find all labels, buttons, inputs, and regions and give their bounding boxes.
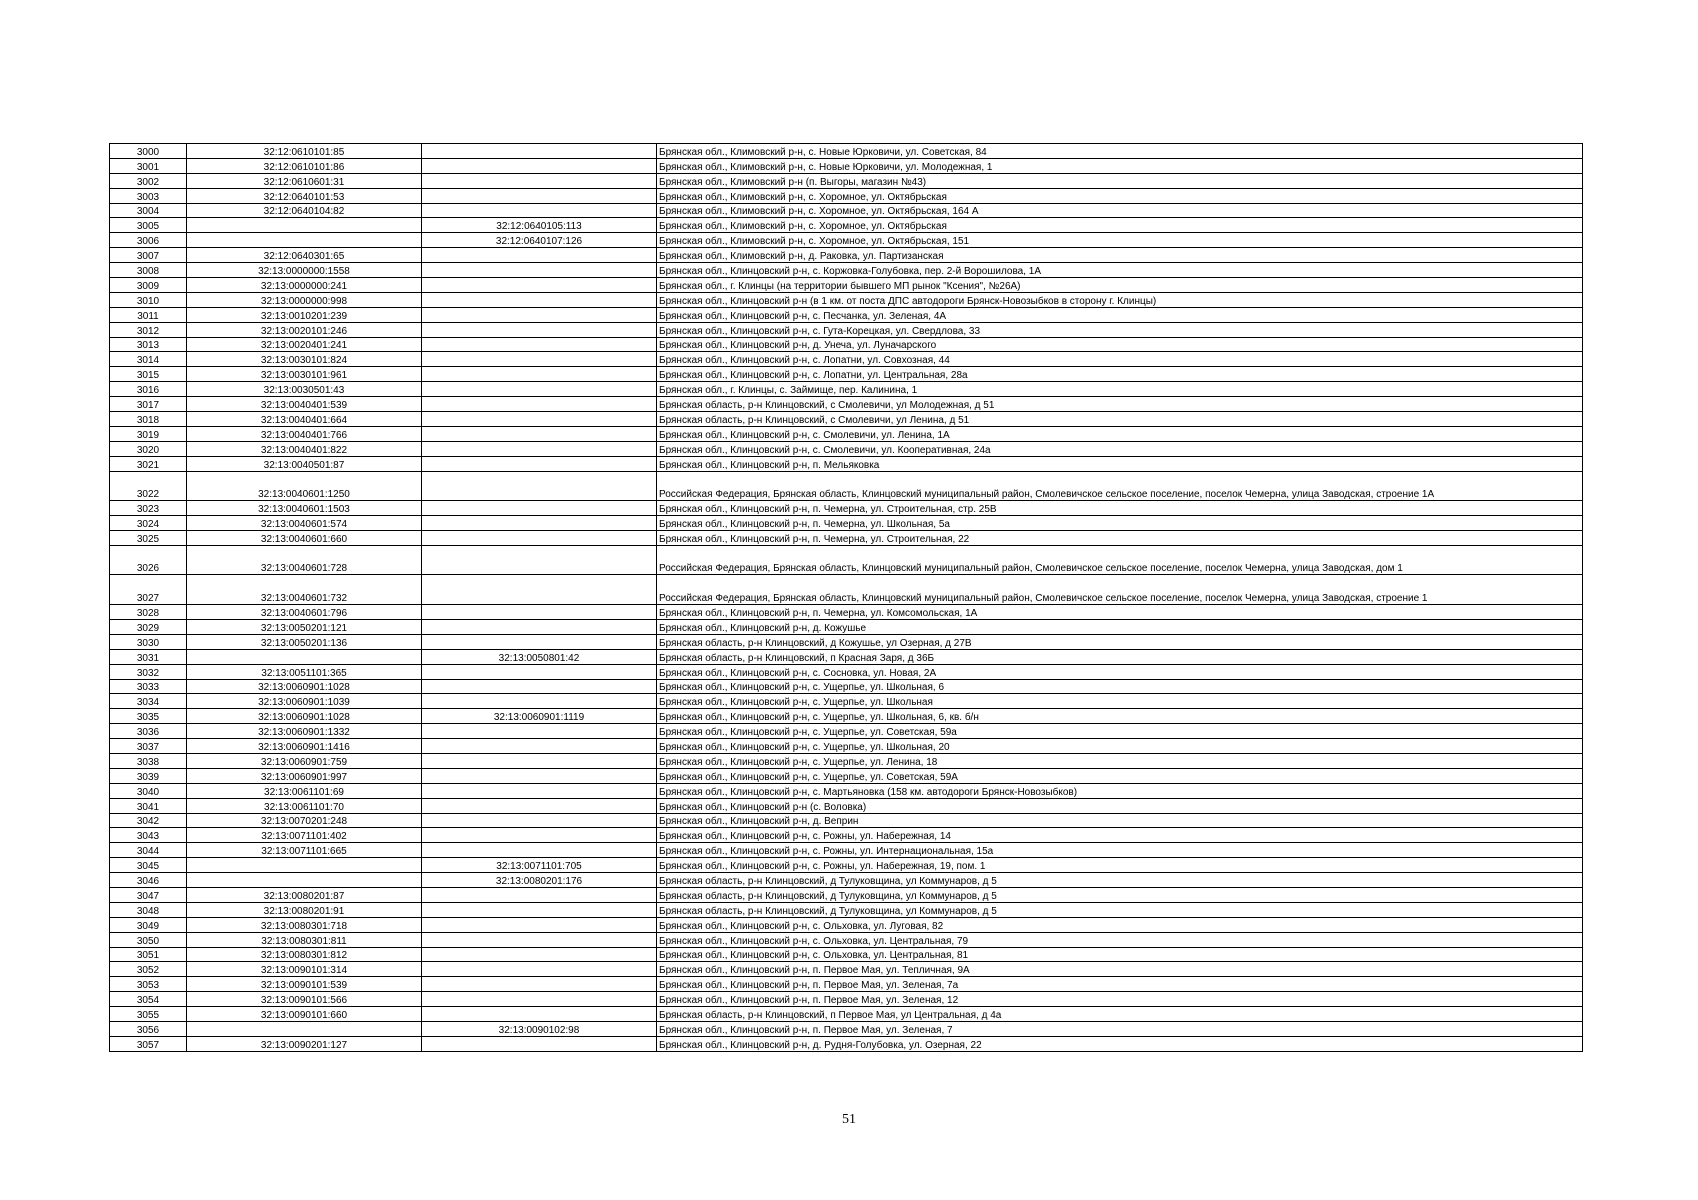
related-cadastral-number-cell bbox=[422, 263, 657, 278]
table-row bbox=[110, 545, 1583, 575]
page-number: 51 bbox=[842, 1112, 856, 1127]
row-number-cell: 3000 bbox=[110, 144, 187, 159]
address-cell: Брянская обл., Клинцовский р-н, с. Ущерпье, ул. Школьная, 6, кв. б/н bbox=[657, 709, 1583, 724]
table-row bbox=[110, 634, 1583, 649]
table-row bbox=[110, 397, 1583, 412]
address-cell: Брянская обл., Клинцовский р-н, с. Ущерпье, ул. Советская, 59А bbox=[657, 768, 1583, 783]
cadastral-number-cell: 32:13:0020401:241 bbox=[187, 337, 422, 352]
address-cell: Брянская обл., г. Клинцы (на территории бывшего МП рынок "Ксения", №26А) bbox=[657, 278, 1583, 293]
cadastral-number-cell: 32:12:0640101:53 bbox=[187, 188, 422, 203]
related-cadastral-number-cell bbox=[422, 768, 657, 783]
row-number-cell: 3057 bbox=[110, 1036, 187, 1051]
address-cell: Брянская обл., Клинцовский р-н, с. Коржовка-Голубовка, пер. 2-й Ворошилова, 1А bbox=[657, 263, 1583, 278]
cadastral-number-cell: 32:13:0040401:822 bbox=[187, 441, 422, 456]
row-number-cell: 3047 bbox=[110, 887, 187, 902]
address-cell: Брянская обл., Клинцовский р-н, с. Гута-Корецкая, ул. Свердлова, 33 bbox=[657, 322, 1583, 337]
address-cell: Брянская обл., Климовский р-н, с. Хоромное, ул. Октябрьская bbox=[657, 218, 1583, 233]
cadastral-number-cell: 32:13:0051101:365 bbox=[187, 664, 422, 679]
table-row bbox=[110, 144, 1583, 159]
table-row bbox=[110, 679, 1583, 694]
cadastral-number-cell: 32:13:0080201:87 bbox=[187, 887, 422, 902]
table-row bbox=[110, 352, 1583, 367]
address-cell: Брянская обл., Клинцовский р-н, п. Чемерна, ул. Комсомольская, 1А bbox=[657, 605, 1583, 620]
related-cadastral-number-cell bbox=[422, 158, 657, 173]
row-number-cell: 3002 bbox=[110, 173, 187, 188]
related-cadastral-number-cell bbox=[422, 977, 657, 992]
table-row bbox=[110, 322, 1583, 337]
related-cadastral-number-cell bbox=[422, 545, 657, 575]
row-number-cell: 3001 bbox=[110, 158, 187, 173]
related-cadastral-number-cell bbox=[422, 887, 657, 902]
related-cadastral-number-cell bbox=[422, 278, 657, 293]
table-row bbox=[110, 739, 1583, 754]
table-row bbox=[110, 233, 1583, 248]
row-number-cell: 3051 bbox=[110, 947, 187, 962]
table-row bbox=[110, 530, 1583, 545]
table-row bbox=[110, 307, 1583, 322]
address-cell: Брянская обл., Клинцовский р-н, д. Унеча, ул. Луначарского bbox=[657, 337, 1583, 352]
related-cadastral-number-cell bbox=[422, 739, 657, 754]
address-cell: Брянская область, р-н Клинцовский, с Смолевичи, ул Ленина, д 51 bbox=[657, 412, 1583, 427]
address-cell: Брянская область, р-н Клинцовский, д Тулуковщина, ул Коммунаров, д 5 bbox=[657, 902, 1583, 917]
row-number-cell: 3022 bbox=[110, 471, 187, 501]
address-cell: Российская Федерация, Брянская область, Клинцовский муниципальный район, Смолевичское сельское поселение, поселок Чемерна, улица Заводская, строение 1 bbox=[657, 575, 1583, 605]
address-cell: Брянская обл., Климовский р-н, с. Хоромное, ул. Октябрьская, 151 bbox=[657, 233, 1583, 248]
related-cadastral-number-cell bbox=[422, 932, 657, 947]
row-number-cell: 3028 bbox=[110, 605, 187, 620]
table-row bbox=[110, 1036, 1583, 1051]
cadastral-number-cell: 32:13:0000000:241 bbox=[187, 278, 422, 293]
address-cell: Брянская обл., Клинцовский р-н, с. Рожны, ул. Набережная, 14 bbox=[657, 828, 1583, 843]
row-number-cell: 3038 bbox=[110, 753, 187, 768]
address-cell: Брянская обл., Клинцовский р-н, с. Мартьяновка (158 км. автодороги Брянск-Новозыбков) bbox=[657, 783, 1583, 798]
related-cadastral-number-cell bbox=[422, 412, 657, 427]
related-cadastral-number-cell bbox=[422, 530, 657, 545]
table-row bbox=[110, 248, 1583, 263]
related-cadastral-number-cell bbox=[422, 724, 657, 739]
address-cell: Брянская обл., Клинцовский р-н, д. Веприн bbox=[657, 813, 1583, 828]
cadastral-number-cell bbox=[187, 218, 422, 233]
cadastral-number-cell: 32:13:0071101:665 bbox=[187, 843, 422, 858]
row-number-cell: 3021 bbox=[110, 456, 187, 471]
related-cadastral-number-cell bbox=[422, 917, 657, 932]
cadastral-number-cell: 32:13:0061101:70 bbox=[187, 798, 422, 813]
row-number-cell: 3046 bbox=[110, 873, 187, 888]
address-cell: Брянская обл., Клинцовский р-н (в 1 км. от поста ДПС автодороги Брянск-Новозыбков в сторону г. Клинцы) bbox=[657, 292, 1583, 307]
registry-table bbox=[109, 143, 1583, 1052]
address-cell: Брянская обл., Климовский р-н, д. Раковка, ул. Партизанская bbox=[657, 248, 1583, 263]
address-cell: Брянская обл., Клинцовский р-н, с. Смолевичи, ул. Кооперативная, 24а bbox=[657, 441, 1583, 456]
address-cell: Брянская обл., Климовский р-н, с. Новые Юрковичи, ул. Советская, 84 bbox=[657, 144, 1583, 159]
address-cell: Брянская обл., Клинцовский р-н, с. Ущерпье, ул. Советская, 59а bbox=[657, 724, 1583, 739]
row-number-cell: 3009 bbox=[110, 278, 187, 293]
cadastral-number-cell: 32:13:0040501:87 bbox=[187, 456, 422, 471]
cadastral-number-cell: 32:13:0030501:43 bbox=[187, 382, 422, 397]
table-row bbox=[110, 188, 1583, 203]
row-number-cell: 3033 bbox=[110, 679, 187, 694]
address-cell: Брянская обл., Климовский р-н, с. Хоромное, ул. Октябрьская bbox=[657, 188, 1583, 203]
row-number-cell: 3049 bbox=[110, 917, 187, 932]
table-row bbox=[110, 456, 1583, 471]
address-cell: Брянская обл., Клинцовский р-н, с. Песчанка, ул. Зеленая, 4А bbox=[657, 307, 1583, 322]
table-row bbox=[110, 694, 1583, 709]
row-number-cell: 3048 bbox=[110, 902, 187, 917]
related-cadastral-number-cell bbox=[422, 441, 657, 456]
row-number-cell: 3016 bbox=[110, 382, 187, 397]
cadastral-number-cell: 32:13:0090101:314 bbox=[187, 962, 422, 977]
cadastral-number-cell: 32:13:0060901:1039 bbox=[187, 694, 422, 709]
row-number-cell: 3042 bbox=[110, 813, 187, 828]
table-row bbox=[110, 977, 1583, 992]
table-row bbox=[110, 203, 1583, 218]
registry-sheet bbox=[109, 143, 1582, 1052]
cadastral-number-cell: 32:13:0060901:997 bbox=[187, 768, 422, 783]
address-cell: Брянская область, р-н Клинцовский, с Смолевичи, ул Молодежная, д 51 bbox=[657, 397, 1583, 412]
row-number-cell: 3045 bbox=[110, 858, 187, 873]
related-cadastral-number-cell bbox=[422, 501, 657, 516]
related-cadastral-number-cell: 32:13:0090102:98 bbox=[422, 1021, 657, 1036]
related-cadastral-number-cell bbox=[422, 426, 657, 441]
address-cell: Брянская обл., Клинцовский р-н, с. Сосновка, ул. Новая, 2А bbox=[657, 664, 1583, 679]
table-row bbox=[110, 858, 1583, 873]
row-number-cell: 3055 bbox=[110, 1007, 187, 1022]
table-row bbox=[110, 962, 1583, 977]
address-cell: Брянская обл., Клинцовский р-н (с. Воловка) bbox=[657, 798, 1583, 813]
table-row bbox=[110, 798, 1583, 813]
row-number-cell: 3017 bbox=[110, 397, 187, 412]
table-row bbox=[110, 292, 1583, 307]
related-cadastral-number-cell bbox=[422, 843, 657, 858]
table-row bbox=[110, 278, 1583, 293]
table-row bbox=[110, 917, 1583, 932]
table-row bbox=[110, 828, 1583, 843]
cadastral-number-cell: 32:13:0030101:961 bbox=[187, 367, 422, 382]
related-cadastral-number-cell bbox=[422, 292, 657, 307]
cadastral-number-cell: 32:13:0060901:1416 bbox=[187, 739, 422, 754]
row-number-cell: 3027 bbox=[110, 575, 187, 605]
related-cadastral-number-cell bbox=[422, 367, 657, 382]
row-number-cell: 3035 bbox=[110, 709, 187, 724]
table-row bbox=[110, 1007, 1583, 1022]
row-number-cell: 3007 bbox=[110, 248, 187, 263]
related-cadastral-number-cell bbox=[422, 992, 657, 1007]
table-row bbox=[110, 218, 1583, 233]
table-row bbox=[110, 471, 1583, 501]
row-number-cell: 3039 bbox=[110, 768, 187, 783]
table-row bbox=[110, 709, 1583, 724]
row-number-cell: 3037 bbox=[110, 739, 187, 754]
related-cadastral-number-cell bbox=[422, 1036, 657, 1051]
related-cadastral-number-cell: 32:13:0060901:1119 bbox=[422, 709, 657, 724]
row-number-cell: 3043 bbox=[110, 828, 187, 843]
table-row bbox=[110, 575, 1583, 605]
address-cell: Брянская обл., Климовский р-н (п. Выгоры, магазин №43) bbox=[657, 173, 1583, 188]
row-number-cell: 3025 bbox=[110, 530, 187, 545]
related-cadastral-number-cell bbox=[422, 203, 657, 218]
table-row bbox=[110, 412, 1583, 427]
cadastral-number-cell: 32:13:0010201:239 bbox=[187, 307, 422, 322]
address-cell: Брянская обл., Клинцовский р-н, с. Ольховка, ул. Луговая, 82 bbox=[657, 917, 1583, 932]
related-cadastral-number-cell: 32:12:0640105:113 bbox=[422, 218, 657, 233]
table-row bbox=[110, 337, 1583, 352]
row-number-cell: 3010 bbox=[110, 292, 187, 307]
cadastral-number-cell: 32:12:0640301:65 bbox=[187, 248, 422, 263]
table-row bbox=[110, 768, 1583, 783]
cadastral-number-cell: 32:13:0020101:246 bbox=[187, 322, 422, 337]
table-row bbox=[110, 902, 1583, 917]
related-cadastral-number-cell: 32:13:0080201:176 bbox=[422, 873, 657, 888]
row-number-cell: 3023 bbox=[110, 501, 187, 516]
cadastral-number-cell bbox=[187, 649, 422, 664]
cadastral-number-cell: 32:13:0040401:539 bbox=[187, 397, 422, 412]
row-number-cell: 3053 bbox=[110, 977, 187, 992]
table-row bbox=[110, 516, 1583, 531]
table-row bbox=[110, 441, 1583, 456]
related-cadastral-number-cell bbox=[422, 188, 657, 203]
address-cell: Брянская обл., Клинцовский р-н, п. Мельяковка bbox=[657, 456, 1583, 471]
cadastral-number-cell: 32:13:0040601:732 bbox=[187, 575, 422, 605]
row-number-cell: 3034 bbox=[110, 694, 187, 709]
registry-table-body bbox=[110, 144, 1583, 1052]
cadastral-number-cell bbox=[187, 873, 422, 888]
cadastral-number-cell: 32:13:0030101:824 bbox=[187, 352, 422, 367]
table-row bbox=[110, 158, 1583, 173]
cadastral-number-cell: 32:13:0080301:718 bbox=[187, 917, 422, 932]
table-row bbox=[110, 173, 1583, 188]
related-cadastral-number-cell: 32:12:0640107:126 bbox=[422, 233, 657, 248]
row-number-cell: 3041 bbox=[110, 798, 187, 813]
row-number-cell: 3014 bbox=[110, 352, 187, 367]
cadastral-number-cell bbox=[187, 1021, 422, 1036]
related-cadastral-number-cell bbox=[422, 947, 657, 962]
table-row bbox=[110, 887, 1583, 902]
address-cell: Брянская обл., Клинцовский р-н, с. Ольховка, ул. Центральная, 79 bbox=[657, 932, 1583, 947]
row-number-cell: 3015 bbox=[110, 367, 187, 382]
address-cell: Брянская обл., Клинцовский р-н, п. Первое Мая, ул. Тепличная, 9А bbox=[657, 962, 1583, 977]
cadastral-number-cell: 32:13:0000000:998 bbox=[187, 292, 422, 307]
cadastral-number-cell: 32:13:0040601:574 bbox=[187, 516, 422, 531]
cadastral-number-cell: 32:13:0060901:759 bbox=[187, 753, 422, 768]
related-cadastral-number-cell bbox=[422, 605, 657, 620]
table-row bbox=[110, 1021, 1583, 1036]
cadastral-number-cell: 32:13:0060901:1028 bbox=[187, 679, 422, 694]
table-row bbox=[110, 382, 1583, 397]
table-row bbox=[110, 873, 1583, 888]
cadastral-number-cell bbox=[187, 858, 422, 873]
related-cadastral-number-cell bbox=[422, 173, 657, 188]
address-cell: Брянская обл., Клинцовский р-н, с. Ущерпье, ул. Школьная bbox=[657, 694, 1583, 709]
table-row bbox=[110, 783, 1583, 798]
cadastral-number-cell: 32:13:0040601:728 bbox=[187, 545, 422, 575]
cadastral-number-cell: 32:13:0040601:1503 bbox=[187, 501, 422, 516]
cadastral-number-cell: 32:13:0040401:766 bbox=[187, 426, 422, 441]
address-cell: Брянская обл., Клинцовский р-н, с. Лопатни, ул. Совхозная, 44 bbox=[657, 352, 1583, 367]
address-cell: Брянская обл., Клинцовский р-н, п. Чемерна, ул. Школьная, 5а bbox=[657, 516, 1583, 531]
row-number-cell: 3012 bbox=[110, 322, 187, 337]
address-cell: Брянская обл., Клинцовский р-н, с. Ущерпье, ул. Школьная, 6 bbox=[657, 679, 1583, 694]
cadastral-number-cell: 32:12:0610101:86 bbox=[187, 158, 422, 173]
cadastral-number-cell bbox=[187, 233, 422, 248]
row-number-cell: 3030 bbox=[110, 634, 187, 649]
row-number-cell: 3052 bbox=[110, 962, 187, 977]
cadastral-number-cell: 32:13:0071101:402 bbox=[187, 828, 422, 843]
row-number-cell: 3031 bbox=[110, 649, 187, 664]
row-number-cell: 3054 bbox=[110, 992, 187, 1007]
row-number-cell: 3006 bbox=[110, 233, 187, 248]
table-row bbox=[110, 992, 1583, 1007]
cadastral-number-cell: 32:13:0050201:121 bbox=[187, 619, 422, 634]
cadastral-number-cell: 32:13:0040601:1250 bbox=[187, 471, 422, 501]
table-row bbox=[110, 263, 1583, 278]
related-cadastral-number-cell bbox=[422, 575, 657, 605]
address-cell: Брянская область, р-н Клинцовский, д Тулуковщина, ул Коммунаров, д 5 bbox=[657, 887, 1583, 902]
related-cadastral-number-cell bbox=[422, 828, 657, 843]
address-cell: Брянская обл., Климовский р-н, с. Хоромное, ул. Октябрьская, 164 А bbox=[657, 203, 1583, 218]
related-cadastral-number-cell bbox=[422, 471, 657, 501]
cadastral-number-cell: 32:13:0090101:539 bbox=[187, 977, 422, 992]
cadastral-number-cell: 32:13:0060901:1332 bbox=[187, 724, 422, 739]
address-cell: Брянская обл., Клинцовский р-н, с. Ущерпье, ул. Школьная, 20 bbox=[657, 739, 1583, 754]
table-row bbox=[110, 664, 1583, 679]
address-cell: Брянская область, р-н Клинцовский, д Кожушье, ул Озерная, д 27В bbox=[657, 634, 1583, 649]
row-number-cell: 3011 bbox=[110, 307, 187, 322]
related-cadastral-number-cell bbox=[422, 634, 657, 649]
related-cadastral-number-cell bbox=[422, 144, 657, 159]
row-number-cell: 3029 bbox=[110, 619, 187, 634]
cadastral-number-cell: 32:13:0080201:91 bbox=[187, 902, 422, 917]
row-number-cell: 3013 bbox=[110, 337, 187, 352]
cadastral-number-cell: 32:13:0090101:660 bbox=[187, 1007, 422, 1022]
table-row bbox=[110, 753, 1583, 768]
related-cadastral-number-cell bbox=[422, 397, 657, 412]
table-row bbox=[110, 843, 1583, 858]
cadastral-number-cell: 32:12:0610601:31 bbox=[187, 173, 422, 188]
related-cadastral-number-cell: 32:13:0071101:705 bbox=[422, 858, 657, 873]
row-number-cell: 3018 bbox=[110, 412, 187, 427]
cadastral-number-cell: 32:12:0610101:85 bbox=[187, 144, 422, 159]
cadastral-number-cell: 32:13:0040401:664 bbox=[187, 412, 422, 427]
cadastral-number-cell: 32:13:0040601:796 bbox=[187, 605, 422, 620]
address-cell: Брянская обл., Клинцовский р-н, с. Ущерпье, ул. Ленина, 18 bbox=[657, 753, 1583, 768]
address-cell: Брянская область, р-н Клинцовский, д Тулуковщина, ул Коммунаров, д 5 bbox=[657, 873, 1583, 888]
address-cell: Брянская обл., Климовский р-н, с. Новые Юрковичи, ул. Молодежная, 1 bbox=[657, 158, 1583, 173]
related-cadastral-number-cell bbox=[422, 352, 657, 367]
cadastral-number-cell: 32:13:0080301:811 bbox=[187, 932, 422, 947]
row-number-cell: 3040 bbox=[110, 783, 187, 798]
row-number-cell: 3026 bbox=[110, 545, 187, 575]
row-number-cell: 3024 bbox=[110, 516, 187, 531]
table-row bbox=[110, 947, 1583, 962]
table-row bbox=[110, 605, 1583, 620]
related-cadastral-number-cell bbox=[422, 619, 657, 634]
related-cadastral-number-cell bbox=[422, 783, 657, 798]
address-cell: Брянская обл., г. Клинцы, с. Займище, пер. Калинина, 1 bbox=[657, 382, 1583, 397]
cadastral-number-cell: 32:13:0000000:1558 bbox=[187, 263, 422, 278]
row-number-cell: 3050 bbox=[110, 932, 187, 947]
table-row bbox=[110, 367, 1583, 382]
related-cadastral-number-cell bbox=[422, 664, 657, 679]
related-cadastral-number-cell bbox=[422, 753, 657, 768]
row-number-cell: 3056 bbox=[110, 1021, 187, 1036]
row-number-cell: 3044 bbox=[110, 843, 187, 858]
address-cell: Брянская обл., Клинцовский р-н, п. Первое Мая, ул. Зеленая, 12 bbox=[657, 992, 1583, 1007]
row-number-cell: 3032 bbox=[110, 664, 187, 679]
cadastral-number-cell: 32:13:0090201:127 bbox=[187, 1036, 422, 1051]
address-cell: Брянская обл., Клинцовский р-н, п. Первое Мая, ул. Зеленая, 7 bbox=[657, 1021, 1583, 1036]
cadastral-number-cell: 32:13:0040601:660 bbox=[187, 530, 422, 545]
row-number-cell: 3036 bbox=[110, 724, 187, 739]
row-number-cell: 3003 bbox=[110, 188, 187, 203]
related-cadastral-number-cell bbox=[422, 813, 657, 828]
address-cell: Российская Федерация, Брянская область, Клинцовский муниципальный район, Смолевичское сельское поселение, поселок Чемерна, улица Заводская, строение 1А bbox=[657, 471, 1583, 501]
table-row bbox=[110, 724, 1583, 739]
related-cadastral-number-cell bbox=[422, 307, 657, 322]
address-cell: Брянская обл., Клинцовский р-н, п. Чемерна, ул. Строительная, 22 bbox=[657, 530, 1583, 545]
address-cell: Брянская обл., Клинцовский р-н, п. Чемерна, ул. Строительная, стр. 25В bbox=[657, 501, 1583, 516]
cadastral-number-cell: 32:13:0090101:566 bbox=[187, 992, 422, 1007]
table-row bbox=[110, 426, 1583, 441]
address-cell: Российская Федерация, Брянская область, Клинцовский муниципальный район, Смолевичское сельское поселение, поселок Чемерна, улица Заводская, дом 1 bbox=[657, 545, 1583, 575]
related-cadastral-number-cell bbox=[422, 516, 657, 531]
table-row bbox=[110, 932, 1583, 947]
table-row bbox=[110, 649, 1583, 664]
address-cell: Брянская обл., Клинцовский р-н, с. Рожны, ул. Набережная, 19, пом. 1 bbox=[657, 858, 1583, 873]
related-cadastral-number-cell bbox=[422, 694, 657, 709]
address-cell: Брянская обл., Клинцовский р-н, с. Смолевичи, ул. Ленина, 1А bbox=[657, 426, 1583, 441]
related-cadastral-number-cell bbox=[422, 322, 657, 337]
table-row bbox=[110, 813, 1583, 828]
cadastral-number-cell: 32:12:0640104:82 bbox=[187, 203, 422, 218]
address-cell: Брянская обл., Клинцовский р-н, п. Первое Мая, ул. Зеленая, 7а bbox=[657, 977, 1583, 992]
table-row bbox=[110, 501, 1583, 516]
related-cadastral-number-cell bbox=[422, 382, 657, 397]
related-cadastral-number-cell bbox=[422, 798, 657, 813]
cadastral-number-cell: 32:13:0050201:136 bbox=[187, 634, 422, 649]
row-number-cell: 3004 bbox=[110, 203, 187, 218]
related-cadastral-number-cell bbox=[422, 962, 657, 977]
related-cadastral-number-cell bbox=[422, 456, 657, 471]
related-cadastral-number-cell bbox=[422, 248, 657, 263]
related-cadastral-number-cell bbox=[422, 902, 657, 917]
related-cadastral-number-cell: 32:13:0050801:42 bbox=[422, 649, 657, 664]
address-cell: Брянская обл., Клинцовский р-н, с. Ольховка, ул. Центральная, 81 bbox=[657, 947, 1583, 962]
related-cadastral-number-cell bbox=[422, 337, 657, 352]
cadastral-number-cell: 32:13:0070201:248 bbox=[187, 813, 422, 828]
address-cell: Брянская обл., Клинцовский р-н, с. Рожны, ул. Интернациональная, 15а bbox=[657, 843, 1583, 858]
cadastral-number-cell: 32:13:0080301:812 bbox=[187, 947, 422, 962]
cadastral-number-cell: 32:13:0061101:69 bbox=[187, 783, 422, 798]
address-cell: Брянская обл., Клинцовский р-н, с. Лопатни, ул. Центральная, 28а bbox=[657, 367, 1583, 382]
cadastral-number-cell: 32:13:0060901:1028 bbox=[187, 709, 422, 724]
address-cell: Брянская область, р-н Клинцовский, п Красная Заря, д 36Б bbox=[657, 649, 1583, 664]
row-number-cell: 3020 bbox=[110, 441, 187, 456]
related-cadastral-number-cell bbox=[422, 679, 657, 694]
row-number-cell: 3005 bbox=[110, 218, 187, 233]
row-number-cell: 3019 bbox=[110, 426, 187, 441]
table-row bbox=[110, 619, 1583, 634]
address-cell: Брянская область, р-н Клинцовский, п Первое Мая, ул Центральная, д 4а bbox=[657, 1007, 1583, 1022]
address-cell: Брянская обл., Клинцовский р-н, д. Рудня-Голубовка, ул. Озерная, 22 bbox=[657, 1036, 1583, 1051]
address-cell: Брянская обл., Клинцовский р-н, д. Кожушье bbox=[657, 619, 1583, 634]
related-cadastral-number-cell bbox=[422, 1007, 657, 1022]
row-number-cell: 3008 bbox=[110, 263, 187, 278]
